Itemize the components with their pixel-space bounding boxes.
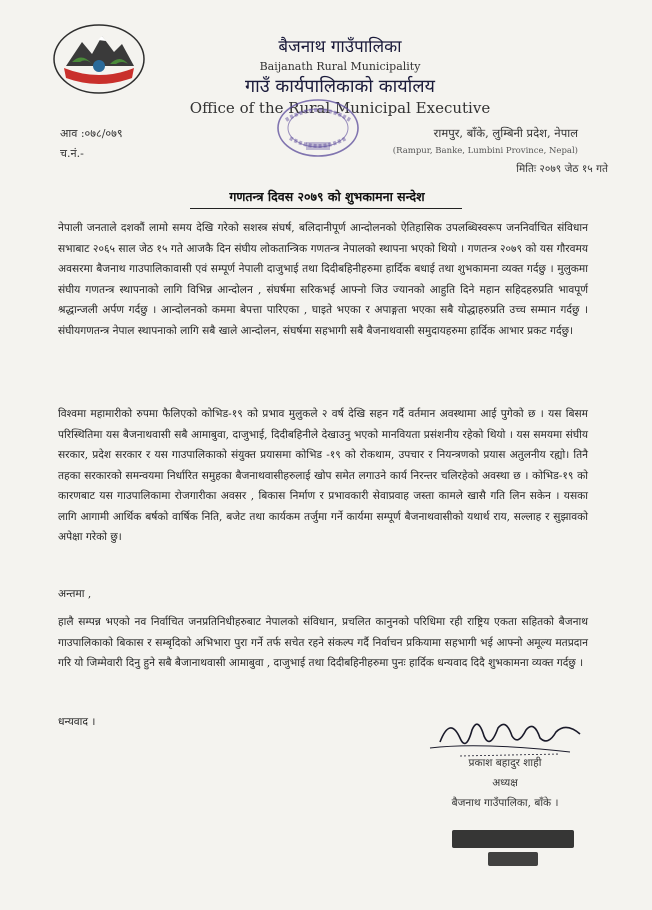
body-paragraph-3: अन्तमा , (58, 588, 92, 600)
nepal-emblem-icon (52, 22, 146, 96)
closing-thanks: धन्यवाद । (58, 716, 96, 728)
letter-date: मितिः २०७९ जेठ १५ गते (516, 163, 608, 175)
title-underline (190, 208, 462, 209)
office-name-nepali: बैजनाथ गाउँपालिका (278, 37, 402, 57)
name-stamp (448, 824, 578, 872)
signatory-office: बैजनाथ गाउँपालिका, बाँके । (451, 797, 559, 809)
address-english: (Rampur, Banke, Lumbini Province, Nepal) (392, 146, 578, 156)
office-name-english: Baijanath Rural Municipality (259, 60, 421, 73)
body-paragraph-4: हालै सम्पन्न भएको नव निर्वाचित जनप्रतिनिधीहरुबाट नेपालको संविधान, प्रचलित कानुनको परिधिमा रही राष्ट्रिय एकता सहितको बैजनाथ गाउपालिकाको बिकास र सम्बृदिको अभिभारा पुरा गर्ने तर्फ सचेत रहने संकल्प गर्दै निर्वाचन प्रकियामा सहभागी भई आफ्नो अमूल्य मतप्रदान गरि यो जिम्मेवारी दिनु हुने सबै बैजानाथवासी आमाबुवा , दाजुभाई तथा दिदीबहिनीहरुमा पुनः हार्दिक धन्यवाद दिदै शुभकामना व्यक्त गर्दछु । (58, 616, 588, 669)
signatory-name: प्रकाश बहादुर शाही (468, 757, 542, 769)
body-paragraph-1: नेपाली जनताले दशकौं लामो समय देखि गरेको सशस्त्र संघर्ष, बलिदानीपूर्ण आन्दोलनको ऐतिहासिक उपलब्धिस्वरूप जननिर्वाचित संविधान सभाबाट २०६५ साल जेठ १५ गते आजकै दिन संघीय लोकतान्त्रिक गणतन्त्र नेपालको स्थापना भएको थियो । गणतन्त्र २०७९ को यस गौरवमय अवसरमा बैजनाथ गाउपालिकावासी एवं सम्पूर्ण नेपाली दाजुभाई तथा दिदीबहिनीहरुमा हार्दिक बधाई तथा शुभकामना व्यक्त गर्दछु । मुलुकमा संघीय गणतन्त्र स्थापनाको लागि विभिन्न आन्दोलन , संघर्षमा सरिकभई आफ्नो जिउ ज्यानको आहुति दिने महान सहिदहरुप्रति भावपूर्ण श्रद्धान्जली अर्पण गर्दछु । आन्दोलनको कममा बेपत्ता पारिएका , घाइते भएका र अपाङ्गता भएका सबै योद्धाहरुप्रति उच्च सम्मान गर्दछु । संघीयगणतन्त्र नेपाल स्थापनाको लागि सबै खाले आन्दोलन, संघर्षमा सहभागी सबै बैजनाथवासी समुदायहरुमा हार्दिक आभार प्रकट गर्दछु। (58, 222, 588, 337)
signatory-role: अध्यक्ष (492, 777, 518, 789)
letter-title: गणतन्त्र दिवस २०७९ को शुभकामना सन्देश (229, 189, 425, 204)
office-stamp (272, 98, 364, 162)
handwritten-signature (420, 712, 590, 762)
fiscal-year: आव :०७८/०७९ (60, 127, 123, 140)
address-nepali: रामपुर, बाँके, लुम्बिनी प्रदेश, नेपाल (433, 126, 578, 140)
executive-office-nepali: गाउँ कार्यपालिकाको कार्यालय (245, 76, 435, 97)
executive-office-english: Office of the Rural Municipal Executive (189, 99, 491, 117)
letter-number: च.नं.- (60, 147, 84, 160)
body-paragraph-2: विश्वमा महामारीको रुपमा फैलिएको कोभिड-१९ को प्रभाव मुलुकले २ वर्ष देखि सहन गर्दै वर्तमान अवस्थामा आई पुगेको छ । यस बिसम परिस्थितिमा यस बैजनाथवासी सबै आमाबुवा, दाजुभाई, दिदीबहिनीले देखाउनु भएको मानवियता प्रसंशनीय रहेको थियो । यस समयमा संघीय सरकार, प्रदेश सरकार र यस गाउपालिकाको संयुक्त प्रयासमा कोभिड -१९ को रोकथाम, उपचार र नियन्त्रणको प्रयास अतुलनीय रह्यो। तिनै तहका सरकारको समन्वयमा निर्धारित समुहका बैजनाथवासीहरुलाई खोप समेत लगाउने कार्य निरन्तर चलिरहेको अवस्था छ । कोभिड-१९ को कारणबाट यस गाउपालिकामा रोजगारीका अवसर , बिकास निर्माण र प्रभावकारी सेवाप्रवाह जस्ता कामले खासै गति लिन सकेन । यसका लागि आगामी आर्थिक बर्षको वार्षिक निति, बजेट तथा कार्यकम तर्जुमा गर्ने कार्यमा सम्पूर्ण बैजनाथवासीको यथार्थ राय, सल्लाह र सुझावको अपेक्षा गरेको छु। (58, 408, 588, 543)
